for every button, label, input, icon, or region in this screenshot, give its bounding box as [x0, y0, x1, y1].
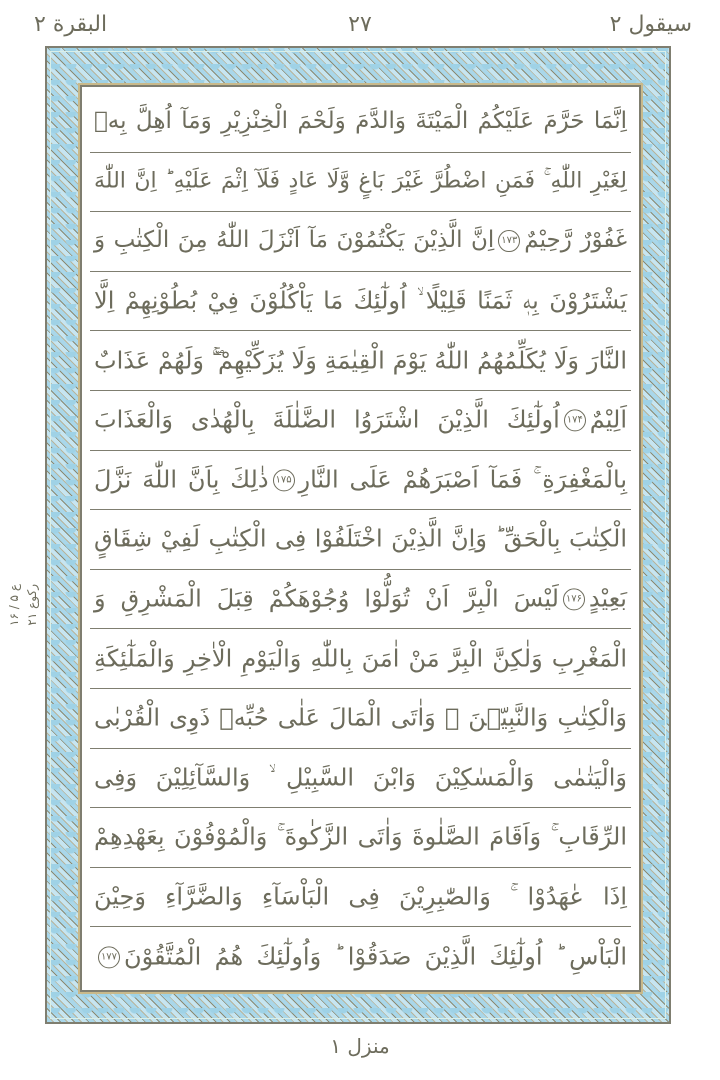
text-line [90, 570, 631, 630]
ornamental-border [45, 46, 671, 1024]
verse-lines [90, 93, 631, 986]
text-line [90, 749, 631, 809]
text-line [90, 927, 631, 986]
text-panel [80, 85, 641, 992]
line-run [94, 405, 627, 436]
text-line [90, 868, 631, 928]
line-run [94, 643, 627, 674]
text-line [90, 510, 631, 570]
ruku-margin-note [4, 560, 42, 650]
text-line [90, 93, 631, 153]
line-run [94, 941, 627, 972]
line-text: الْبَاْسِ ؕ اُولٰٓئِكَ الَّذِيْنَ صَدَقُوْا ؕ وَاُولٰٓئِكَ هُمُ الْمُتَّقُوْنَ [124, 942, 627, 971]
line-run [94, 583, 627, 614]
page-number: ۲۷ [348, 12, 372, 37]
line-text-continued: اُولٰٓئِكَ الَّذِيْنَ اشْتَرَوُا الضَّلٰلَةَ بِالْهُدٰى وَالْعَذَابَ [94, 405, 560, 434]
text-line [90, 212, 631, 272]
line-run [94, 822, 627, 853]
ruku-note-line-1: رکوع ۲۱ [25, 584, 39, 626]
ruku-note-line-2: ع ۵ / ۱۶ [7, 584, 21, 626]
line-run [94, 345, 627, 376]
line-text: لِغَيْرِ اللّٰهِ ۚ فَمَنِ اضْطُرَّ غَيْرَ بَاغٍ وَّلَا عَادٍ فَلَآ اِثْمَ عَلَيْهِ ؕ اِنَّ اللّٰهَ [94, 168, 627, 194]
verse-number-marker: ۱۷۳ [498, 230, 520, 252]
text-line [90, 629, 631, 689]
line-text: غَفُوْرٌ رَّحِيْمٌ [524, 227, 627, 254]
line-text: بَعِيْدٍ [588, 584, 627, 613]
text-line [90, 331, 631, 391]
text-line [90, 451, 631, 511]
line-text: النَّارَ وَلَا يُكَلِّمُهُمُ اللّٰهُ يَوْمَ الْقِيٰمَةِ وَلَا يُزَكِّيْهِمْ ۖۚ وَلَهُمْ عَذَابٌ [94, 346, 627, 375]
text-line [90, 391, 631, 451]
line-text: اَلِيْمٌ [589, 405, 627, 434]
line-text-continued: اِنَّ الَّذِيْنَ يَكْتُمُوْنَ مَآ اَنْزَلَ اللّٰهُ مِنَ الْكِتٰبِ وَ [94, 227, 495, 254]
line-text-continued: لَيْسَ الْبِرَّ اَنْ تُوَلُّوْا وُجُوْهَكُمْ قِبَلَ الْمَشْرِقِ وَ [94, 584, 559, 613]
line-run [94, 227, 627, 257]
verse-number-marker: ۱۷۵ [273, 469, 295, 491]
text-line [90, 153, 631, 213]
text-line [90, 689, 631, 749]
line-text: الْكِتٰبَ بِالْحَقِّ ؕ وَاِنَّ الَّذِيْنَ اخْتَلَفُوْا فِى الْكِتٰبِ لَفِيْ شِقَاقٍ [94, 524, 627, 553]
verse-number-marker: ۱۷۷ [98, 946, 120, 968]
line-run [94, 524, 627, 555]
line-text: الْمَغْرِبِ وَلٰكِنَّ الْبِرَّ مَنْ اٰمَنَ بِاللّٰهِ وَالْيَوْمِ الْاٰخِرِ وَالْمَلٰٓئِكَةِ [94, 644, 627, 673]
line-run [94, 168, 627, 197]
line-text: يَشْتَرُوْنَ بِهٖ ثَمَنًا قَلِيْلًا ۙ اُولٰٓئِكَ مَا يَاْكُلُوْنَ فِيْ بُطُوْنِهِمْ اِلَّا [94, 286, 627, 315]
header-surah-name: البقرة ۲ [34, 12, 108, 37]
header-juz-name: سیقول ۲ [609, 12, 692, 37]
line-run [94, 881, 627, 912]
line-run [94, 703, 627, 734]
text-line [90, 808, 631, 868]
manzil-footer: منزل ۱ [330, 1034, 390, 1058]
line-run [94, 464, 627, 495]
line-text: اِنَّمَا حَرَّمَ عَلَيْكُمُ الْمَيْتَةَ وَالدَّمَ وَلَحْمَ الْخِنْزِيْرِ وَمَآ اُهِلَّ بِهٖ [94, 108, 627, 135]
line-text: اِذَا عٰهَدُوْا ۚ وَالصّٰبِرِيْنَ فِى الْبَاْسَآءِ وَالضَّرَّآءِ وَحِيْنَ [94, 882, 627, 911]
line-text: وَالْيَتٰمٰى وَالْمَسٰكِيْنَ وَابْنَ السَّبِيْلِ ۙ وَالسَّآئِلِيْنَ وَفِى [94, 763, 627, 792]
line-text: وَالْكِتٰبِ وَالنَّبِيّٖنَ ۚ وَاٰتَى الْمَالَ عَلٰى حُبِّهٖ ذَوِى الْقُرْبٰى [94, 703, 627, 732]
line-run [94, 285, 627, 316]
line-run [94, 762, 627, 793]
verse-number-marker: ۱۷۶ [563, 588, 585, 610]
line-text-continued: ذٰلِكَ بِاَنَّ اللّٰهَ نَزَّلَ [94, 465, 269, 494]
line-text: بِالْمَغْفِرَةِ ۚ فَمَآ اَصْبَرَهُمْ عَلَى النَّارِ [298, 465, 627, 494]
line-text: الرِّقَابِ ۚ وَاَقَامَ الصَّلٰوةَ وَاٰتَى الزَّكٰوةَ ۚ وَالْمُوْفُوْنَ بِعَهْدِهِمْ [94, 822, 627, 851]
line-run [94, 107, 627, 137]
verse-number-marker: ۱۷۴ [564, 410, 586, 432]
text-line [90, 272, 631, 332]
